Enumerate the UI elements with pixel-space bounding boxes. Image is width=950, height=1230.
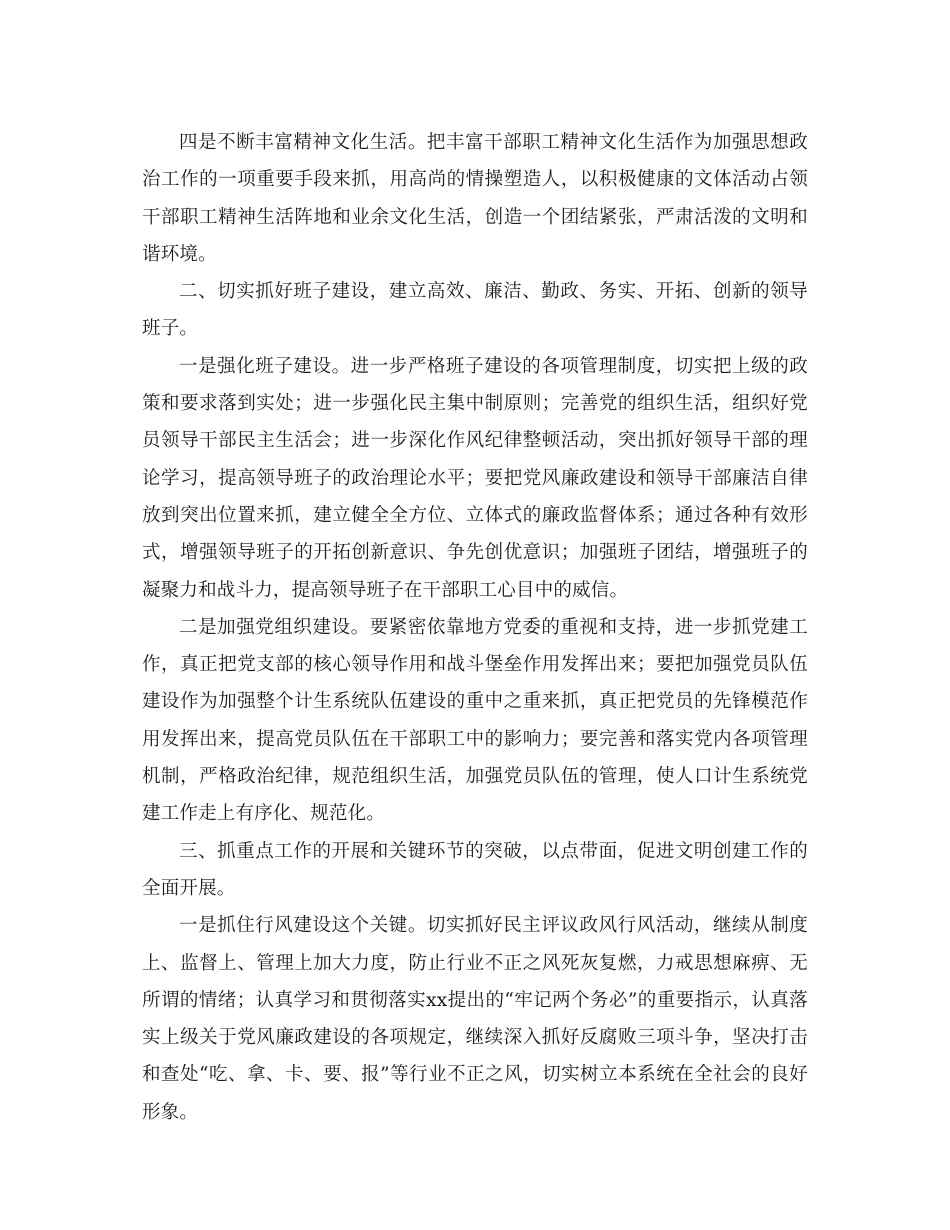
section-heading-leadership: 二、切实抓好班子建设，建立高效、廉洁、勤政、务实、开拓、创新的领导班子。: [142, 281, 808, 340]
paragraph-strengthen-leadership: 一是强化班子建设。进一步严格班子建设的各项管理制度，切实把上级的政策和要求落到实处；进一步强化民主集中制原则；完善党的组织生活，组织好党员领导干部民主生活会；进一步深化作风纪律整顿活动，突出抓好领导干部的理论学习，提高领导班子的政治理论水平；要把党风廉政建设和领导干部廉洁自律放到突出位置来抓，建立健全全方位、立体式的廉政监督体系；通过各种有效形式，增强领导班子的开拓创新意识、争先创优意识；加强班子团结，增强班子的凝聚力和战斗力，提高领导班子在干部职工心目中的威信。: [142, 355, 808, 601]
paragraph-conduct-building: 一是抓住行风建设这个关键。切实抓好民主评议政风行风活动，继续从制度上、监督上、管理上加大力度，防止行业不正之风死灰复燃，力戒思想麻痹、无所谓的情绪；认真学习和贯彻落实xx提出的“牢记两个务必”的重要指示，认真落实上级关于党风廉政建设的各项规定，继续深入抓好反腐败三项斗争，坚决打击和查处“吃、拿、卡、要、报”等行业不正之风，切实树立本系统在全社会的良好形象。: [142, 915, 808, 1123]
paragraph-spiritual-culture: 四是不断丰富精神文化生活。把丰富干部职工精神文化生活作为加强思想政治工作的一项重要手段来抓，用高尚的情操塑造人，以积极健康的文体活动占领干部职工精神生活阵地和业余文化生活，创造一个团结紧张，严肃活泼的文明和谐环境。: [142, 132, 808, 265]
document-body: [142, 124, 808, 1131]
paragraph-party-organization: 二是加强党组织建设。要紧密依靠地方党委的重视和支持，进一步抓党建工作，真正把党支部的核心领导作用和战斗堡垒作用发挥出来；要把加强党员队伍建设作为加强整个计生系统队伍建设的重中之重来抓，真正把党员的先锋模范作用发挥出来，提高党员队伍在干部职工中的影响力；要完善和落实党内各项管理机制，严格政治纪律，规范组织生活，加强党员队伍的管理，使人口计生系统党建工作走上有序化、规范化。: [142, 616, 808, 825]
section-heading-key-work: 三、抓重点工作的开展和关键环节的突破，以点带面，促进文明创建工作的全面开展。: [142, 840, 808, 899]
